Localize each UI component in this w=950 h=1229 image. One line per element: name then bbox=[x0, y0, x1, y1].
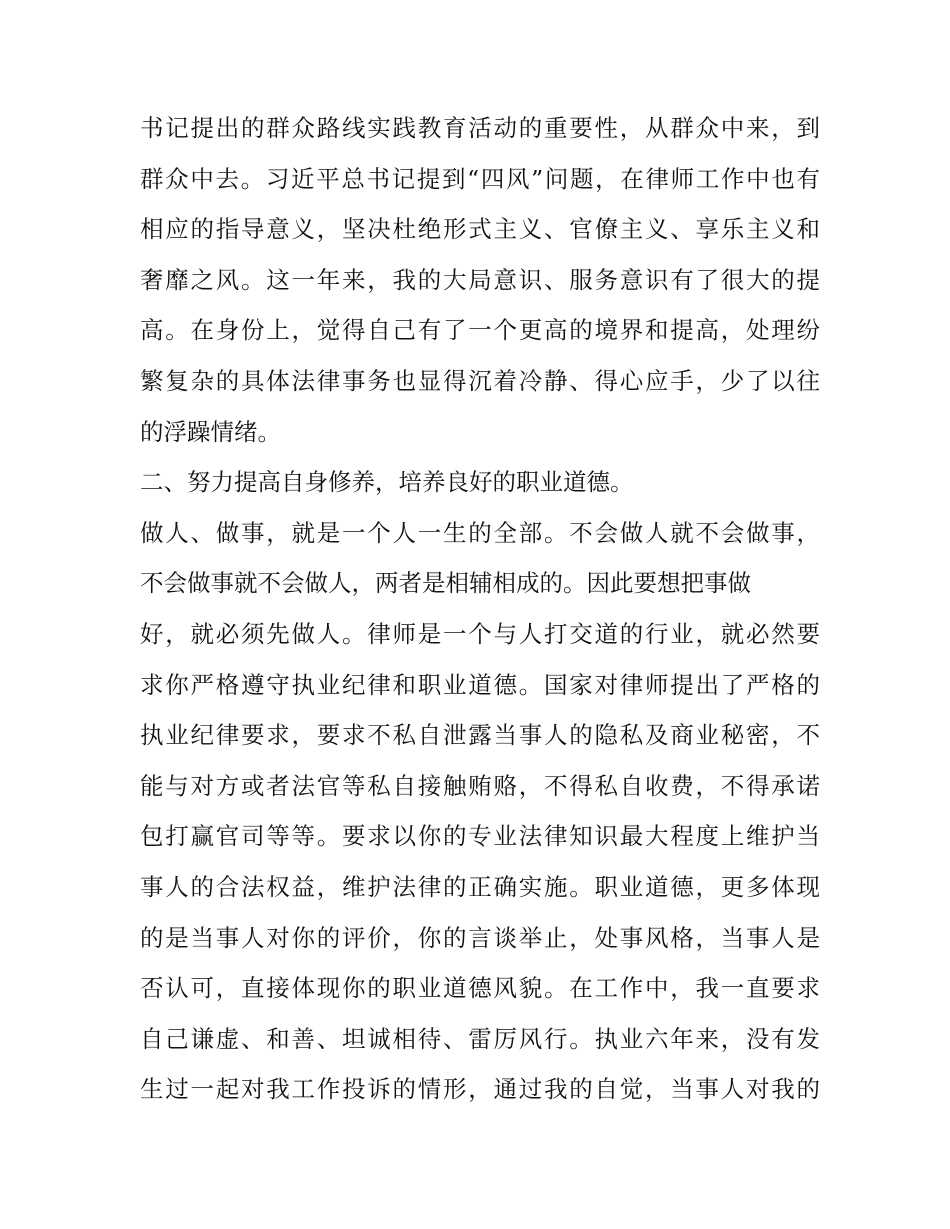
text-line: 群众中去。习近平总书记提到“四风”问题，在律师工作中也有 bbox=[140, 164, 820, 193]
text-line: 不会做事就不会做人，两者是相辅相成的。因此要想把事做 bbox=[140, 569, 751, 598]
text-line: 书记提出的群众路线实践教育活动的重要性，从群众中来，到 bbox=[140, 114, 820, 142]
text-line: 繁复杂的具体法律事务也显得沉着冷静、得心应手，少了以往 bbox=[140, 366, 820, 395]
text-line: 生过一起对我工作投诉的情形，通过我的自觉，当事人对我的 bbox=[140, 1075, 820, 1104]
text-line: 事人的合法权益，维护法律的正确实施。职业道德，更多体现 bbox=[140, 872, 820, 901]
text-line: 求你严格遵守执业纪律和职业道德。国家对律师提出了严格的 bbox=[140, 670, 820, 699]
text-line: 自己谦虚、和善、坦诚相待、雷厉风行。执业六年来，没有发 bbox=[140, 1024, 820, 1053]
text-line: 做人、做事，就是一个人一生的全部。不会做人就不会做事， bbox=[140, 518, 820, 547]
text-line: 执业纪律要求，要求不私自泄露当事人的隐私及商业秘密，不 bbox=[140, 721, 820, 750]
text-line: 否认可，直接体现你的职业道德风貌。在工作中，我一直要求 bbox=[140, 974, 820, 1003]
text-line: 的浮躁情绪。 bbox=[140, 417, 281, 446]
body-text bbox=[140, 103, 820, 1115]
text-line: 相应的指导意义，坚决杜绝形式主义、官僚主义、享乐主义和 bbox=[140, 215, 820, 244]
text-line: 能与对方或者法官等私自接触贿赂，不得私自收费，不得承诺 bbox=[140, 771, 820, 800]
text-line: 的是当事人对你的评价，你的言谈举止，处事风格，当事人是 bbox=[140, 923, 820, 952]
text-line: 好，就必须先做人。律师是一个与人打交道的行业，就必然要 bbox=[140, 619, 820, 648]
section-heading: 二、努力提高自身修养，培养良好的职业道德。 bbox=[140, 468, 634, 497]
text-line: 包打赢官司等等。要求以你的专业法律知识最大程度上维护当 bbox=[140, 822, 820, 851]
text-line: 奢靡之风。这一年来，我的大局意识、服务意识有了很大的提 bbox=[140, 265, 820, 294]
text-line: 高。在身份上，觉得自己有了一个更高的境界和提高，处理纷 bbox=[140, 316, 820, 345]
